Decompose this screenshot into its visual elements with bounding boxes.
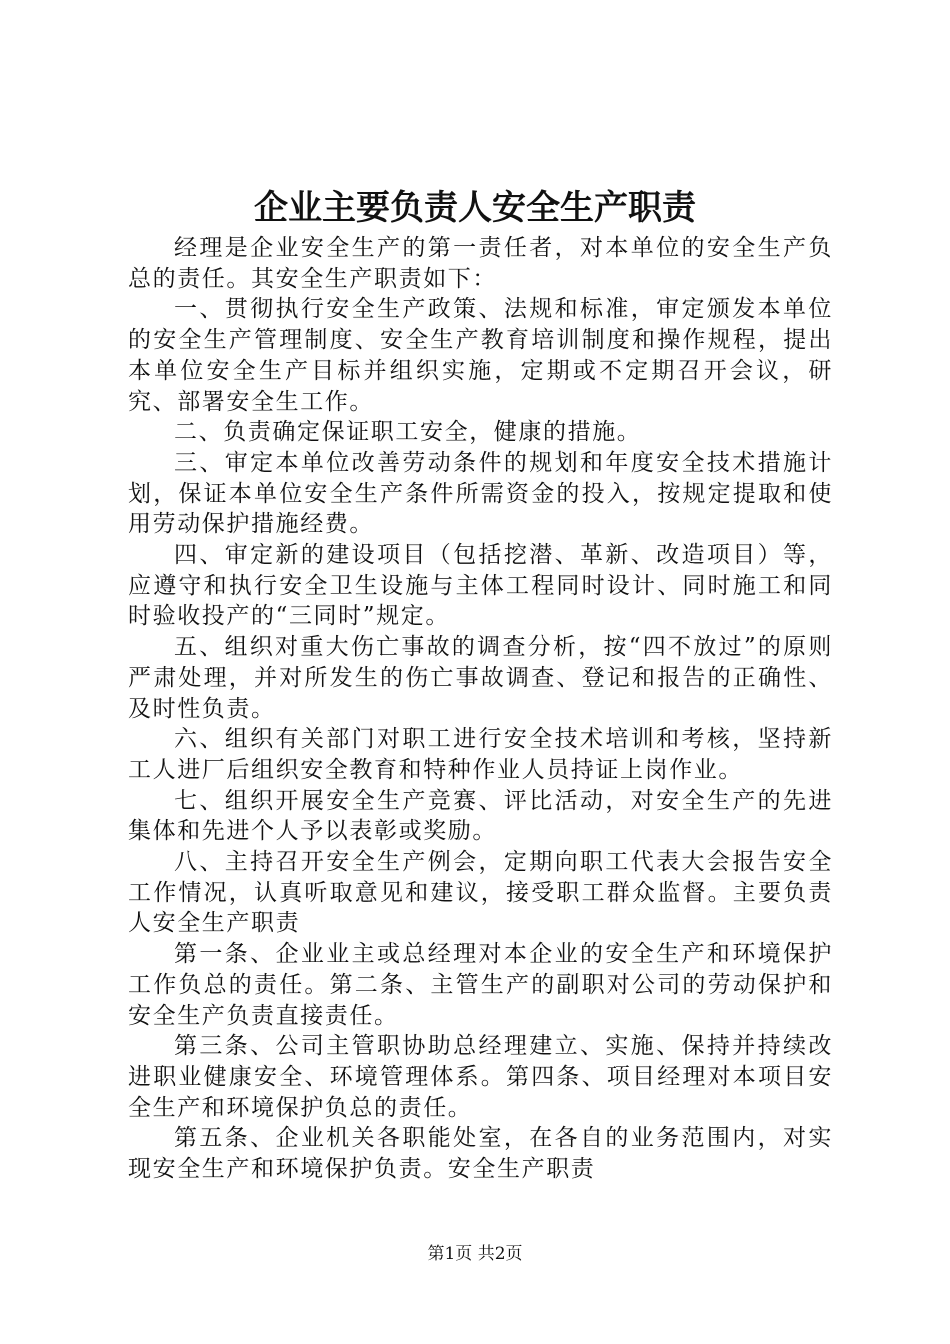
paragraph-item-4: 四、审定新的建设项目（包括挖潜、革新、改造项目）等，应遵守和执行安全卫生设施与主体工程同时设计、同时施工和同时验收投产的“三同时”规定。 (128, 542, 833, 630)
paragraph-article-3-4: 第三条、公司主管职协助总经理建立、实施、保持并持续改进职业健康安全、环境管理体系。第四条、项目经理对本项目安全生产和环境保护负总的责任。 (128, 1033, 833, 1121)
paragraph-item-6: 六、组织有关部门对职工进行安全技术培训和考核，坚持新工人进厂后组织安全教育和特种作业人员持证上岗作业。 (128, 726, 833, 783)
paragraph-item-1: 一、贯彻执行安全生产政策、法规和标准，审定颁发本单位的安全生产管理制度、安全生产教育培训制度和操作规程，提出本单位安全生产目标并组织实施，定期或不定期召开会议，研究、部署安全生工作。 (128, 296, 833, 415)
document-body (128, 233, 833, 1185)
paragraph-item-7: 七、组织开展安全生产竞赛、评比活动，对安全生产的先进集体和先进个人予以表彰或奖励。 (128, 787, 833, 845)
paragraph-article-1-2: 第一条、企业业主或总经理对本企业的安全生产和环境保护工作负总的责任。第二条、主管生产的副职对公司的劳动保护和安全生产负责直接责任。 (128, 941, 833, 1029)
paragraph-item-3: 三、审定本单位改善劳动条件的规划和年度安全技术措施计划，保证本单位安全生产条件所需资金的投入，按规定提取和使用劳动保护措施经费。 (128, 449, 833, 538)
paragraph-article-5: 第五条、企业机关各职能处室，在各自的业务范围内，对实现安全生产和环境保护负责。安全生产职责 (128, 1125, 833, 1183)
paragraph-item-5: 五、组织对重大伤亡事故的调查分析，按“四不放过”的原则严肃处理，并对所发生的伤亡事故调查、登记和报告的正确性、及时性负责。 (128, 634, 833, 722)
document-title: 企业主要负责人安全生产职责 (254, 188, 696, 228)
page-footer: 第1页 共2页 (427, 1244, 523, 1264)
paragraph-intro: 经理是企业安全生产的第一责任者，对本单位的安全生产负总的责任。其安全生产职责如下： (128, 235, 833, 292)
paragraph-item-2: 二、负责确定保证职工安全，健康的措施。 (174, 419, 642, 446)
paragraph-item-8: 八、主持召开安全生产例会，定期向职工代表大会报告安全工作情况，认真听取意见和建议，接受职工群众监督。主要负责人安全生产职责 (128, 849, 833, 937)
